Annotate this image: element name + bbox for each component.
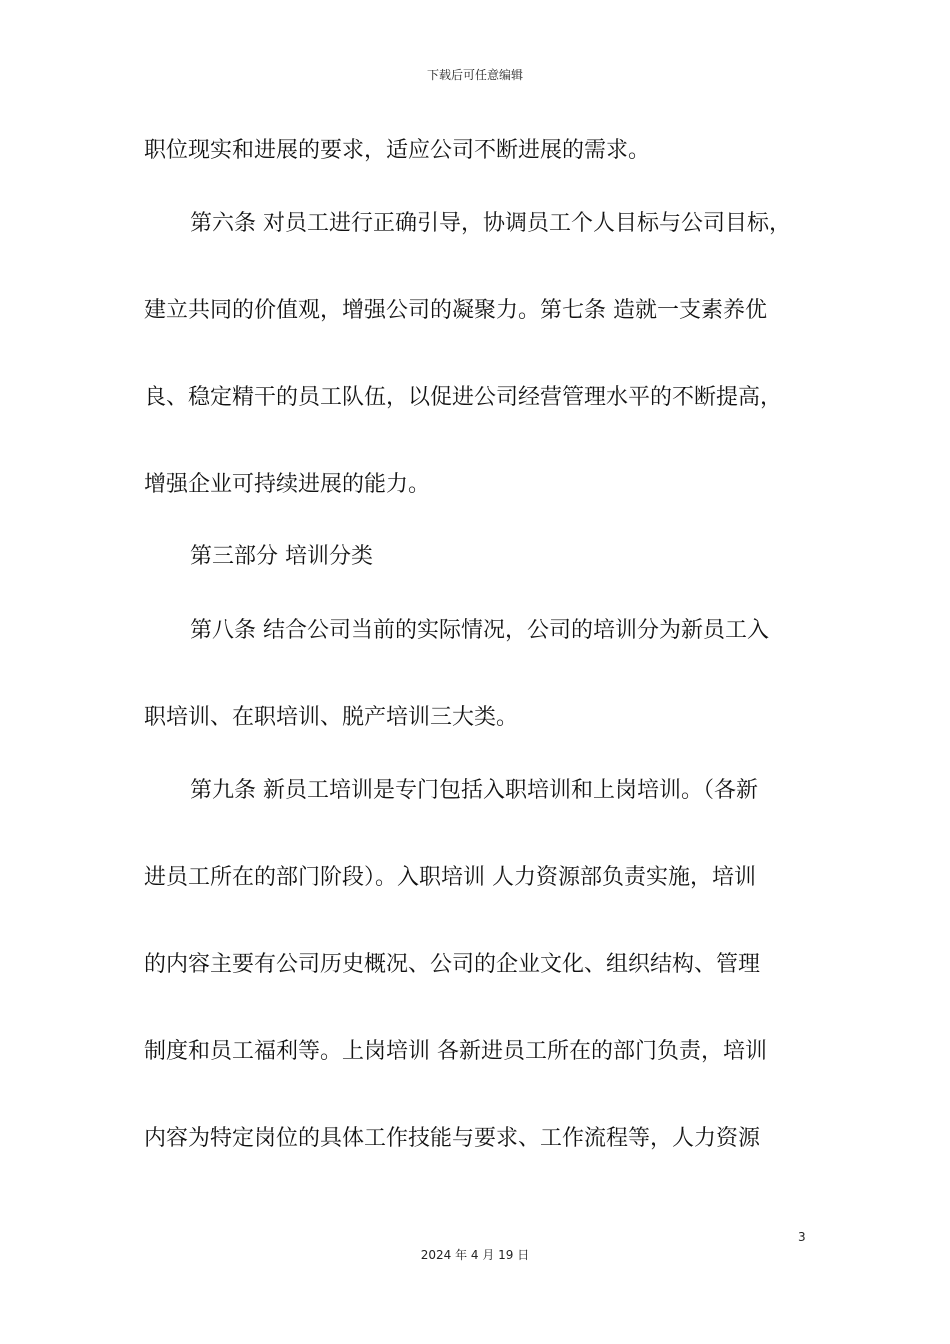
paragraph-line: 的内容主要有公司历史概况、公司的企业文化、组织结构、管理: [144, 952, 761, 977]
paragraph-line: 良、稳定精干的员工队伍，以促进公司经营管理水平的不断提高，: [144, 385, 783, 410]
paragraph-line: 职位现实和进展的要求，适应公司不断进展的需求。: [144, 138, 651, 163]
paragraph-line: 增强企业可持续进展的能力。: [144, 472, 431, 497]
paragraph-line: 职培训、在职培训、脱产培训三大类。: [144, 705, 519, 730]
paragraph-line: 第六条 对员工进行正确引导，协调员工个人目标与公司目标，: [190, 211, 791, 236]
paragraph-line: 第九条 新员工培训是专门包括入职培训和上岗培训。（各新: [190, 778, 758, 803]
page-header: 下载后可任意编辑: [426, 68, 523, 82]
paragraph-line: 第八条 结合公司当前的实际情况，公司的培训分为新员工入: [190, 618, 769, 643]
page-number: 3: [798, 1230, 806, 1244]
paragraph-line: 进员工所在的部门阶段）。入职培训 人力资源部负责实施，培训: [144, 865, 756, 890]
paragraph-line: 建立共同的价值观，增强公司的凝聚力。第七条 造就一支素养优: [144, 298, 767, 323]
paragraph-line: 内容为特定岗位的具体工作技能与要求、工作流程等，人力资源: [144, 1126, 761, 1151]
paragraph-line: 制度和员工福利等。上岗培训 各新进员工所在的部门负责，培训: [144, 1039, 767, 1064]
section-heading: 第三部分 培训分类: [190, 544, 373, 569]
page-footer-date: 2024 年 4 月 19 日: [420, 1248, 530, 1262]
